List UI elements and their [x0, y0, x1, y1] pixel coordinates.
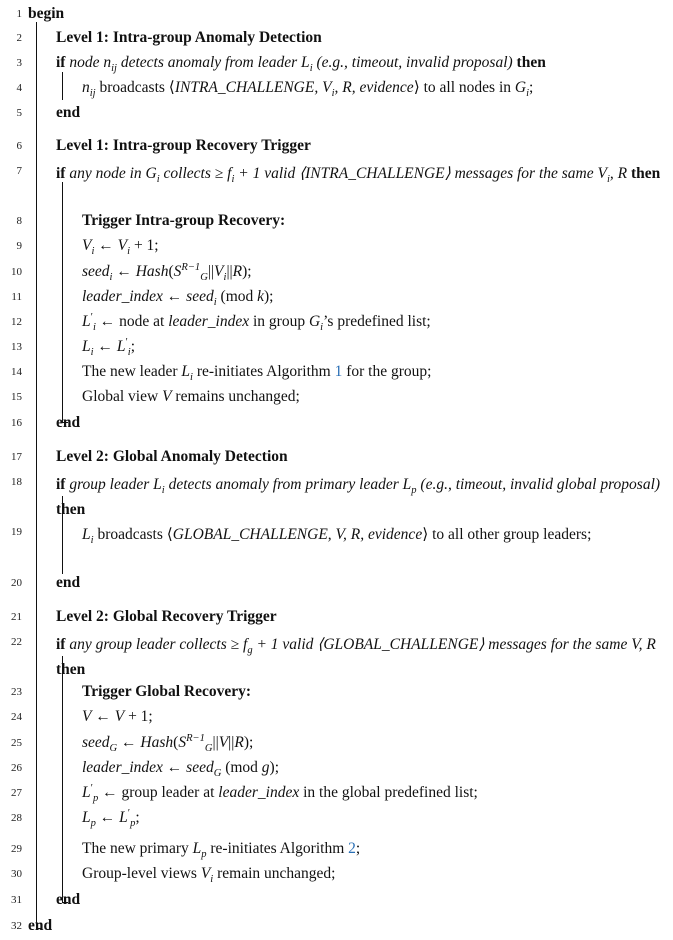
algorithm-line [56, 161, 668, 186]
line-text: Level 2: Global Recovery Trigger [56, 608, 277, 625]
line-text: if [56, 165, 70, 182]
line-text: re-initiates Algorithm [206, 840, 349, 857]
algorithm-line [82, 312, 431, 332]
line-text: V [162, 388, 172, 405]
line-text: S [173, 263, 182, 280]
line-text: G [308, 313, 321, 330]
line-text: G [213, 768, 222, 780]
line-text: ); [269, 759, 280, 776]
line-number: 26 [11, 762, 22, 774]
line-number: 27 [11, 787, 22, 799]
line-text: INTRA_CHALLENGE, V [174, 79, 332, 96]
line-text: || [228, 734, 235, 751]
line-text: end [56, 574, 81, 591]
algorithm-line [82, 287, 273, 307]
line-text: , R, evidence [334, 79, 414, 96]
line-number: 2 [16, 32, 22, 44]
algorithm-line [82, 262, 252, 282]
line-text: i [90, 347, 94, 359]
line-text: k [257, 288, 265, 305]
line-text: Level 1: Intra-group Anomaly Detection [56, 29, 322, 46]
algorithm-line [82, 864, 335, 884]
line-number: 32 [11, 920, 22, 932]
algorithm-line [82, 758, 279, 778]
line-text: L [82, 313, 91, 330]
line-number: 10 [11, 266, 22, 278]
line-text: remain unchanged; [213, 865, 336, 882]
line-text: ← [93, 338, 117, 355]
line-text: node n [69, 54, 112, 71]
line-text: (mod [221, 759, 262, 776]
line-text: Trigger Intra-group Recovery: [82, 212, 286, 229]
algorithm-line [82, 78, 533, 98]
line-text: i [190, 372, 193, 384]
line-text: g [261, 759, 270, 776]
line-text: leader_index [82, 759, 163, 776]
line-text: i [90, 535, 94, 547]
line-text: The new primary [82, 840, 193, 857]
algorithm-reference-link[interactable]: 2 [348, 840, 356, 857]
line-text: then [56, 661, 86, 678]
algorithm-line [28, 4, 64, 24]
line-text: i [161, 485, 165, 497]
algorithm-line [82, 211, 285, 231]
line-text: G [514, 79, 527, 96]
line-number: 7 [16, 165, 22, 177]
line-text: begin [28, 5, 65, 22]
line-text: p [130, 818, 136, 830]
line-text: leader_index [82, 288, 163, 305]
line-text: if [56, 636, 70, 653]
line-text: ⟩ to all nodes in [413, 79, 515, 96]
line-text: L [82, 526, 91, 543]
line-text: re-initiates Algorithm [192, 363, 335, 380]
algorithm-line [82, 362, 431, 382]
algorithm-line [56, 632, 668, 682]
algorithm-line [56, 103, 80, 123]
begin-block-rule [36, 22, 37, 928]
line-text: then [516, 54, 546, 71]
algorithm-line [56, 53, 546, 73]
line-text: G [200, 272, 208, 284]
line-text: i [127, 246, 131, 258]
line-number: 4 [16, 82, 22, 94]
line-text: + 1 valid ⟨GLOBAL_CHALLENGE⟩ messages for the same V, R [252, 636, 656, 653]
algorithm-line [82, 236, 159, 256]
line-text: , R [609, 165, 632, 182]
line-text: seed [186, 288, 214, 305]
line-text: G [204, 743, 213, 755]
line-number: 30 [11, 868, 22, 880]
line-text: R [232, 263, 243, 280]
line-text: V [82, 708, 92, 725]
line-text: ← [91, 708, 115, 725]
line-text: ); [264, 288, 274, 305]
line-text: ← [112, 263, 136, 280]
line-number: 13 [11, 341, 22, 353]
line-text: i [109, 272, 113, 284]
line-text: Global view [82, 388, 163, 405]
line-text: broadcasts ⟨ [95, 79, 175, 96]
line-text: in the global predefined list; [299, 784, 478, 801]
algorithm-line [82, 387, 300, 407]
line-text: any node in G [69, 165, 157, 182]
line-number: 14 [11, 366, 22, 378]
line-number: 5 [16, 107, 22, 119]
line-text: L [82, 338, 91, 355]
line-text: ); [242, 263, 252, 280]
algorithm-reference-link[interactable]: 1 [334, 363, 343, 380]
line-text: Level 1: Intra-group Recovery Trigger [56, 137, 311, 154]
line-text: V [82, 237, 92, 254]
line-text: || [226, 263, 233, 280]
algorithm-line [28, 916, 52, 936]
algorithm-line [82, 839, 360, 859]
line-text: ; [130, 338, 135, 355]
line-text: i [526, 88, 530, 100]
line-text: ⟩ to all other group leaders; [422, 526, 592, 543]
line-text: R [234, 734, 244, 751]
line-text: L [82, 809, 91, 826]
line-text: (e.g., timeout, invalid proposal) [312, 54, 517, 71]
line-text: V [214, 263, 224, 280]
line-text: seed [186, 759, 214, 776]
algorithm-line [82, 522, 668, 547]
line-text: end [56, 414, 81, 431]
line-text: (e.g., timeout, invalid global proposal) [416, 476, 661, 493]
line-text: i [223, 272, 227, 284]
line-text: ← [95, 809, 120, 826]
line-text: ; [529, 79, 534, 96]
algorithm-line [56, 136, 311, 156]
line-text: R−1 [186, 732, 205, 744]
line-text: L [116, 338, 126, 355]
line-text: i [91, 246, 95, 258]
line-text: ′ [90, 782, 93, 794]
line-text: V [114, 708, 125, 725]
line-text: i [320, 322, 324, 334]
line-text: L [192, 840, 202, 857]
line-text: ( [168, 263, 174, 280]
if-block-rule-2 [62, 182, 63, 422]
algorithm-line [82, 733, 253, 753]
line-number: 12 [11, 316, 22, 328]
algorithm-line [82, 808, 140, 828]
line-text: i [92, 322, 96, 334]
line-text: Hash [140, 734, 174, 751]
line-text: ← group leader at [98, 784, 219, 801]
algorithm-line [82, 682, 251, 702]
if-block-rule-1 [62, 72, 63, 100]
line-text: in group [249, 313, 309, 330]
line-text: i [210, 874, 214, 886]
line-text: || [212, 734, 219, 751]
line-text: (mod [216, 288, 258, 305]
line-text: The new leader [82, 363, 182, 380]
line-text: detects anomaly from primary leader L [164, 476, 412, 493]
line-number: 25 [11, 737, 22, 749]
line-number: 24 [11, 711, 22, 723]
line-text: ’s predefined list; [323, 313, 431, 330]
algorithm-line [82, 337, 135, 357]
line-text: then [56, 501, 86, 518]
line-text: GLOBAL_CHALLENGE, V, R, evidence [172, 526, 423, 543]
line-text: L [119, 809, 128, 826]
line-text: S [178, 734, 187, 751]
line-text: V [218, 734, 229, 751]
line-text: Level 2: Global Anomaly Detection [56, 448, 288, 465]
line-text: seed [82, 734, 110, 751]
line-text: ′ [125, 336, 128, 348]
algorithm-line [82, 707, 153, 727]
line-text: p [92, 793, 99, 805]
line-text: V [200, 865, 211, 882]
line-number: 22 [11, 636, 22, 648]
line-text: if [56, 476, 70, 493]
line-text: for the group; [342, 363, 432, 380]
line-text: any group leader collects ≥ f [69, 636, 248, 653]
line-text: i [213, 297, 217, 309]
line-number: 11 [11, 291, 22, 303]
line-text: leader_index [218, 784, 300, 801]
line-text: Group-level views [82, 865, 201, 882]
algorithm-line [56, 890, 80, 910]
line-text: ← node at [95, 313, 169, 330]
line-text: ij [89, 88, 96, 100]
line-number: 19 [11, 526, 22, 538]
line-text: G [109, 743, 118, 755]
line-number: 8 [16, 215, 22, 227]
line-text: if [56, 54, 70, 71]
line-text: L [82, 784, 91, 801]
line-number: 23 [11, 686, 22, 698]
line-text: i [127, 347, 131, 359]
line-text: end [56, 104, 81, 121]
line-text: group leader L [69, 476, 162, 493]
line-number: 16 [11, 417, 22, 429]
line-number: 29 [11, 843, 22, 855]
line-text: i [156, 174, 160, 186]
algorithm-line [82, 783, 478, 803]
if-block-rule-4 [62, 656, 63, 902]
line-text: ( [173, 734, 179, 751]
algorithm-line [56, 447, 288, 467]
line-text: ij [111, 63, 117, 75]
line-text: ; [355, 840, 361, 857]
line-text: p [411, 485, 417, 497]
algorithm-line [56, 472, 668, 522]
line-number: 9 [16, 240, 22, 252]
line-text: ← [162, 759, 187, 776]
line-number: 21 [11, 611, 22, 623]
line-text: leader_index [168, 313, 250, 330]
line-text: collects ≥ f [159, 165, 232, 182]
line-text: ← [94, 237, 118, 254]
algorithm-line [56, 573, 80, 593]
line-text: V [117, 237, 128, 254]
line-text: ← [117, 734, 141, 751]
line-text: broadcasts ⟨ [93, 526, 173, 543]
line-text: end [28, 917, 53, 934]
line-text: L [181, 363, 191, 380]
line-text: + 1; [130, 237, 159, 254]
algorithm-line [56, 413, 80, 433]
line-text: end [56, 891, 81, 908]
line-number: 18 [11, 476, 22, 488]
line-number: 15 [11, 391, 22, 403]
line-text: g [247, 645, 253, 657]
line-text: seed [82, 263, 110, 280]
line-number: 17 [11, 451, 22, 463]
line-text: ′ [127, 807, 131, 819]
algorithm-line [56, 607, 277, 627]
line-text: + 1 valid ⟨INTRA_CHALLENGE⟩ messages for the same V [234, 165, 607, 182]
line-text: n [82, 79, 90, 96]
line-number: 20 [11, 577, 22, 589]
line-number: 31 [11, 894, 22, 906]
line-text: || [207, 263, 215, 280]
line-text: ; [135, 809, 140, 826]
line-text: i [331, 88, 335, 100]
line-text: remains unchanged; [171, 388, 300, 405]
line-text: + 1; [124, 708, 153, 725]
line-text: detects anomaly from leader L [116, 54, 310, 71]
algorithm-line [56, 28, 322, 48]
line-text: Hash [135, 263, 169, 280]
line-text: p [201, 849, 207, 861]
line-text: i [606, 174, 610, 186]
line-text: ); [243, 734, 254, 751]
line-text: ← [162, 288, 187, 305]
line-text: Trigger Global Recovery: [82, 683, 252, 700]
line-text: then [631, 165, 661, 182]
line-text: ′ [90, 311, 93, 323]
line-text: i [309, 63, 313, 75]
line-number: 3 [16, 57, 22, 69]
line-number: 1 [16, 8, 22, 20]
line-text: i [231, 174, 235, 186]
line-number: 6 [16, 140, 22, 152]
line-text: R−1 [181, 261, 201, 273]
line-number: 28 [11, 812, 22, 824]
line-text: p [90, 818, 96, 830]
